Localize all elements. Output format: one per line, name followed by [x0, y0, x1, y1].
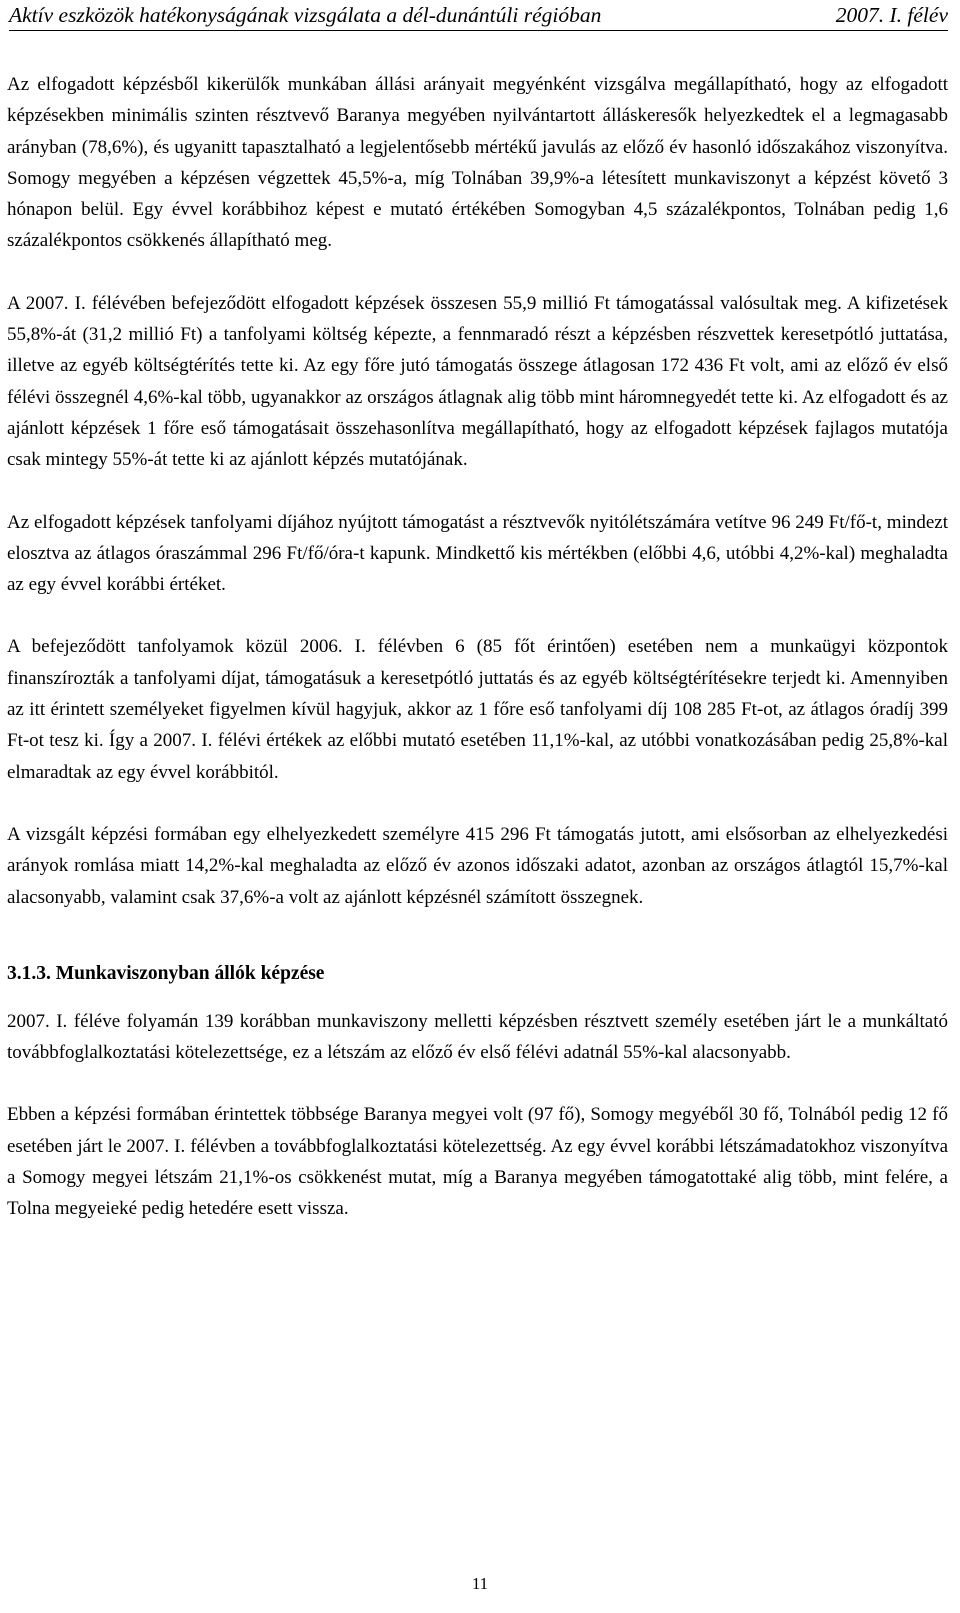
header-title: Aktív eszközök hatékonyságának vizsgálata a dél-dunántúli régióban: [9, 3, 602, 27]
page-header: [9, 0, 948, 31]
paragraph: Az elfogadott képzésből kikerülők munkában állási arányait megyénként vizsgálva megállapítható, hogy az elfogadott képzésekben minimális szinten résztvevő Baranya megyében nyilvántartott álláskeresők helyezkedtek el a legmagasabb arányban (78,6%), és ugyanitt tapasztalható a legjelentősebb mértékű javulás az előző év hasonló időszakához viszonyítva. Somogy megyében a képzésen végzettek 45,5%-a, míg Tolnában 39,9%-a létesített munkaviszonyt a képzést követő 3 hónapon belül. Egy évvel korábbihoz képest e mutató értékében Somogyban 4,5 százalékpontos, Tolnában pedig 1,6 százalékpontos csökkenés állapítható meg.: [7, 74, 948, 252]
paragraph: A vizsgált képzési formában egy elhelyezkedett személyre 415 296 Ft támogatás jutott, ami elsősorban az elhelyezkedési arányok romlása miatt 14,2%-kal meghaladta az előző év azonos időszaki adatot, azonban az országos átlagtól 15,7%-kal alacsonyabb, valamint csak 37,6%-a volt az ajánlott képzésnél számított összegnek.: [7, 823, 948, 908]
page-number: 11: [471, 1574, 489, 1593]
header-period: 2007. I. félév: [835, 3, 948, 27]
section-heading: 3.1.3. Munkaviszonyban állók képzése: [7, 962, 325, 984]
paragraph: A 2007. I. félévében befejeződött elfogadott képzések összesen 55,9 millió Ft támogatással valósultak meg. A kifizetések 55,8%-át (31,2 millió Ft) a tanfolyami költség képezte, a fennmaradó részt a képzésben részvettek keresetpótló juttatása, illetve az egyéb költségtérítés tette ki. Az egy főre jutó támogatás összege átlagosan 172 436 Ft volt, ami az előző év első félévi összegnél 4,6%-kal több, ugyanakkor az országos átlagnak alig több mint háromnegyedét tette ki. Az elfogadott és az ajánlott képzések 1 főre eső támogatásait összehasonlítva megállapítható, hogy az elfogadott képzések fajlagos mutatója csak mintegy 55%-át tette ki az ajánlott képzés mutatójának.: [7, 292, 948, 471]
paragraph: Ebben a képzési formában érintettek többsége Baranya megyei volt (97 fő), Somogy megyéből 30 fő, Tolnából pedig 12 fő esetében járt le 2007. I. félévben a továbbfoglalkoztatási kötelezettség. Az egy évvel korábbi létszámadatokhoz viszonyítva a Somogy megyei létszám 21,1%-os csökkenést mutat, míg a Baranya megyében támogatottaké alig több, mint felére, a Tolna megyeieké pedig hetedére esett vissza.: [7, 1104, 948, 1220]
paragraph: A befejeződött tanfolyamok közül 2006. I. félévben 6 (85 főt érintően) esetében nem a munkaügyi központok finanszírozták a tanfolyami díjat, támogatásuk a keresetpótló juttatás és az egyéb költségtérítésekre terjedt ki. Amennyiben az itt érintett személyeket figyelmen kívül hagyjuk, akkor az 1 főre eső tanfolyami díj 108 285 Ft-ot, az átlagos óradíj 399 Ft-ot tesz ki. Így a 2007. I. félévi értékek az előbbi mutató esetében 11,1%-kal, az utóbbi vonatkozásában pedig 25,8%-kal elmaradtak az egy évvel korábbitól.: [7, 636, 948, 783]
paragraph: Az elfogadott képzések tanfolyami díjához nyújtott támogatást a résztvevők nyitólétszámára vetítve 96 249 Ft/fő-t, mindezt elosztva az átlagos óraszámmal 296 Ft/fő/óra-t kapunk. Mindkettő kis mértékben (előbbi 4,6, utóbbi 4,2%-kal) meghaladta az egy évvel korábbi értéket.: [7, 511, 948, 596]
document-body: [7, 69, 948, 1256]
paragraph: 2007. I. féléve folyamán 139 korábban munkaviszony melletti képzésben résztvett személy esetében járt le a munkáltató továbbfoglalkoztatási kötelezettsége, ez a létszám az előző év első félévi adatnál 55%-kal alacsonyabb.: [7, 1010, 948, 1064]
